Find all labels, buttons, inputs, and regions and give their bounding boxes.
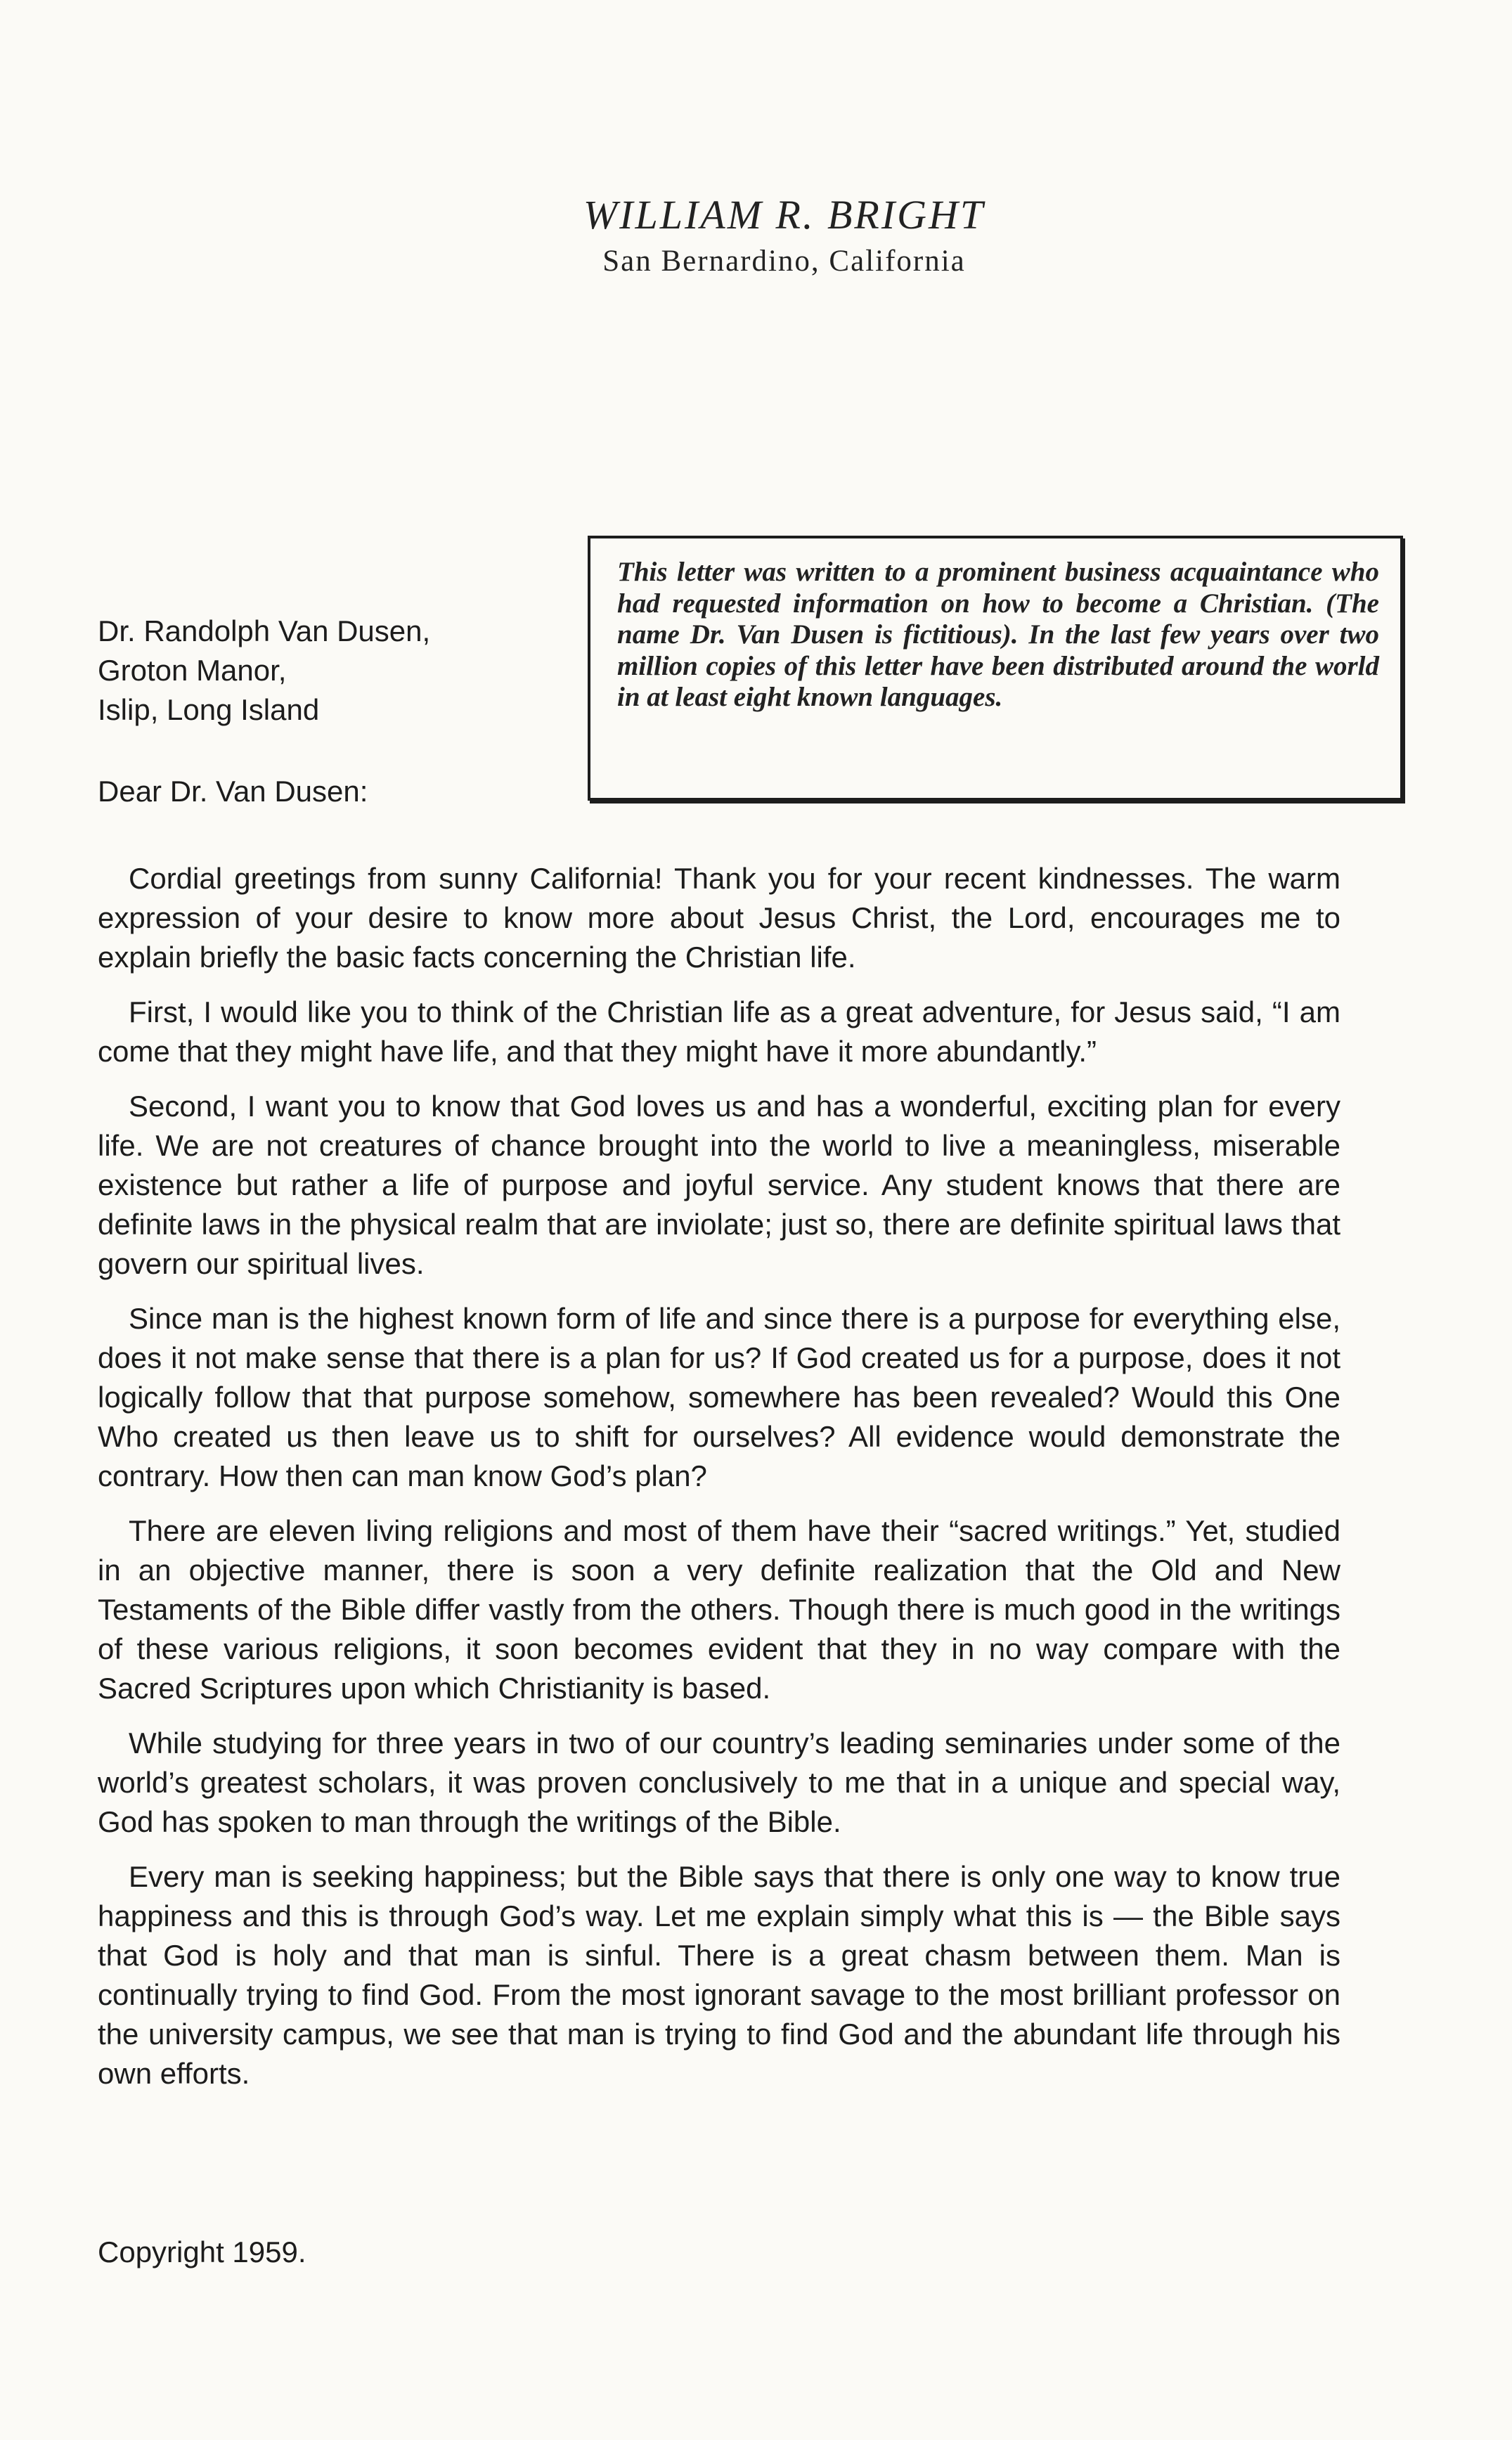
body-paragraph: Second, I want you to know that God loves us and has a wonderful, exciting plan for every life. We are not creatures of chance brought into the world to live a meaningless, miserable existence but rather a life of purpose and joyful service. Any student knows that there are definite laws in the physical realm that are inviolate; just so, there are definite spiritual laws that govern our spiritual lives. bbox=[98, 1090, 1340, 1280]
sender-name: WILLIAM R. BRIGHT bbox=[583, 192, 986, 238]
address-line: Groton Manor, bbox=[98, 654, 287, 687]
address-line: Dr. Randolph Van Dusen, bbox=[98, 614, 431, 647]
recipient-address bbox=[98, 612, 430, 730]
body-paragraph: Cordial greetings from sunny California! Thank you for your recent kindnesses. The warm expression of your desire to know more about Jesus Christ, the Lord, encourages me to explain briefly the basic facts concerning the Christian life. bbox=[98, 862, 1340, 974]
copyright-notice: Copyright 1959. bbox=[98, 2235, 306, 2268]
sender-location: San Bernardino, California bbox=[602, 245, 966, 278]
body-paragraph: First, I would like you to think of the Christian life as a great adventure, for Jesus said, “I am come that they might have life, and that they might have it more abundantly.” bbox=[98, 995, 1340, 1068]
address-line: Islip, Long Island bbox=[98, 693, 320, 726]
letterhead bbox=[0, 190, 1512, 283]
body-paragraph: Every man is seeking happiness; but the Bible says that there is only one way to know true happiness and this is through God’s way. Let me explain simply what this is — the Bible says that God is holy and that man is sinful. There is a great chasm between them. Man is continually trying to find God. From the most ignorant savage to the most brilliant professor on the university campus, we see that man is trying to find God and the abundant life through his own efforts. bbox=[98, 1860, 1340, 2090]
body-paragraph: Since man is the highest known form of life and since there is a purpose for everything else, does it not make sense that there is a plan for us? If God created us for a purpose, does it not logically follow that that purpose somehow, somewhere has been revealed? Would this One Who created us then leave us to shift for ourselves? All evidence would demonstrate the contrary. How then can man know God’s plan? bbox=[98, 1302, 1340, 1492]
letter-body bbox=[98, 859, 1340, 2109]
editorial-note-box: This letter was written to a prominent business acquaintance who had requested information on how to become a Christian. (The name Dr. Van Dusen is fictitious). In the last few years over two million copies of this letter have been distributed around the world in at least eight known languages. bbox=[588, 536, 1403, 801]
body-paragraph: There are eleven living religions and most of them have their “sacred writings.” Yet, studied in an objective manner, there is soon a very definite realization that the Old and New Testaments of the Bible differ vastly from the others. Though there is much good in the writings of these various religions, it soon becomes evident that they in no way compare with the Sacred Scriptures upon which Christianity is based. bbox=[98, 1514, 1340, 1705]
body-paragraph: While studying for three years in two of our country’s leading seminaries under some of the world’s greatest scholars, it was proven conclusively to me that in a unique and special way, God has spoken to man through the writings of the Bible. bbox=[98, 1726, 1340, 1838]
salutation: Dear Dr. Van Dusen: bbox=[98, 775, 368, 808]
